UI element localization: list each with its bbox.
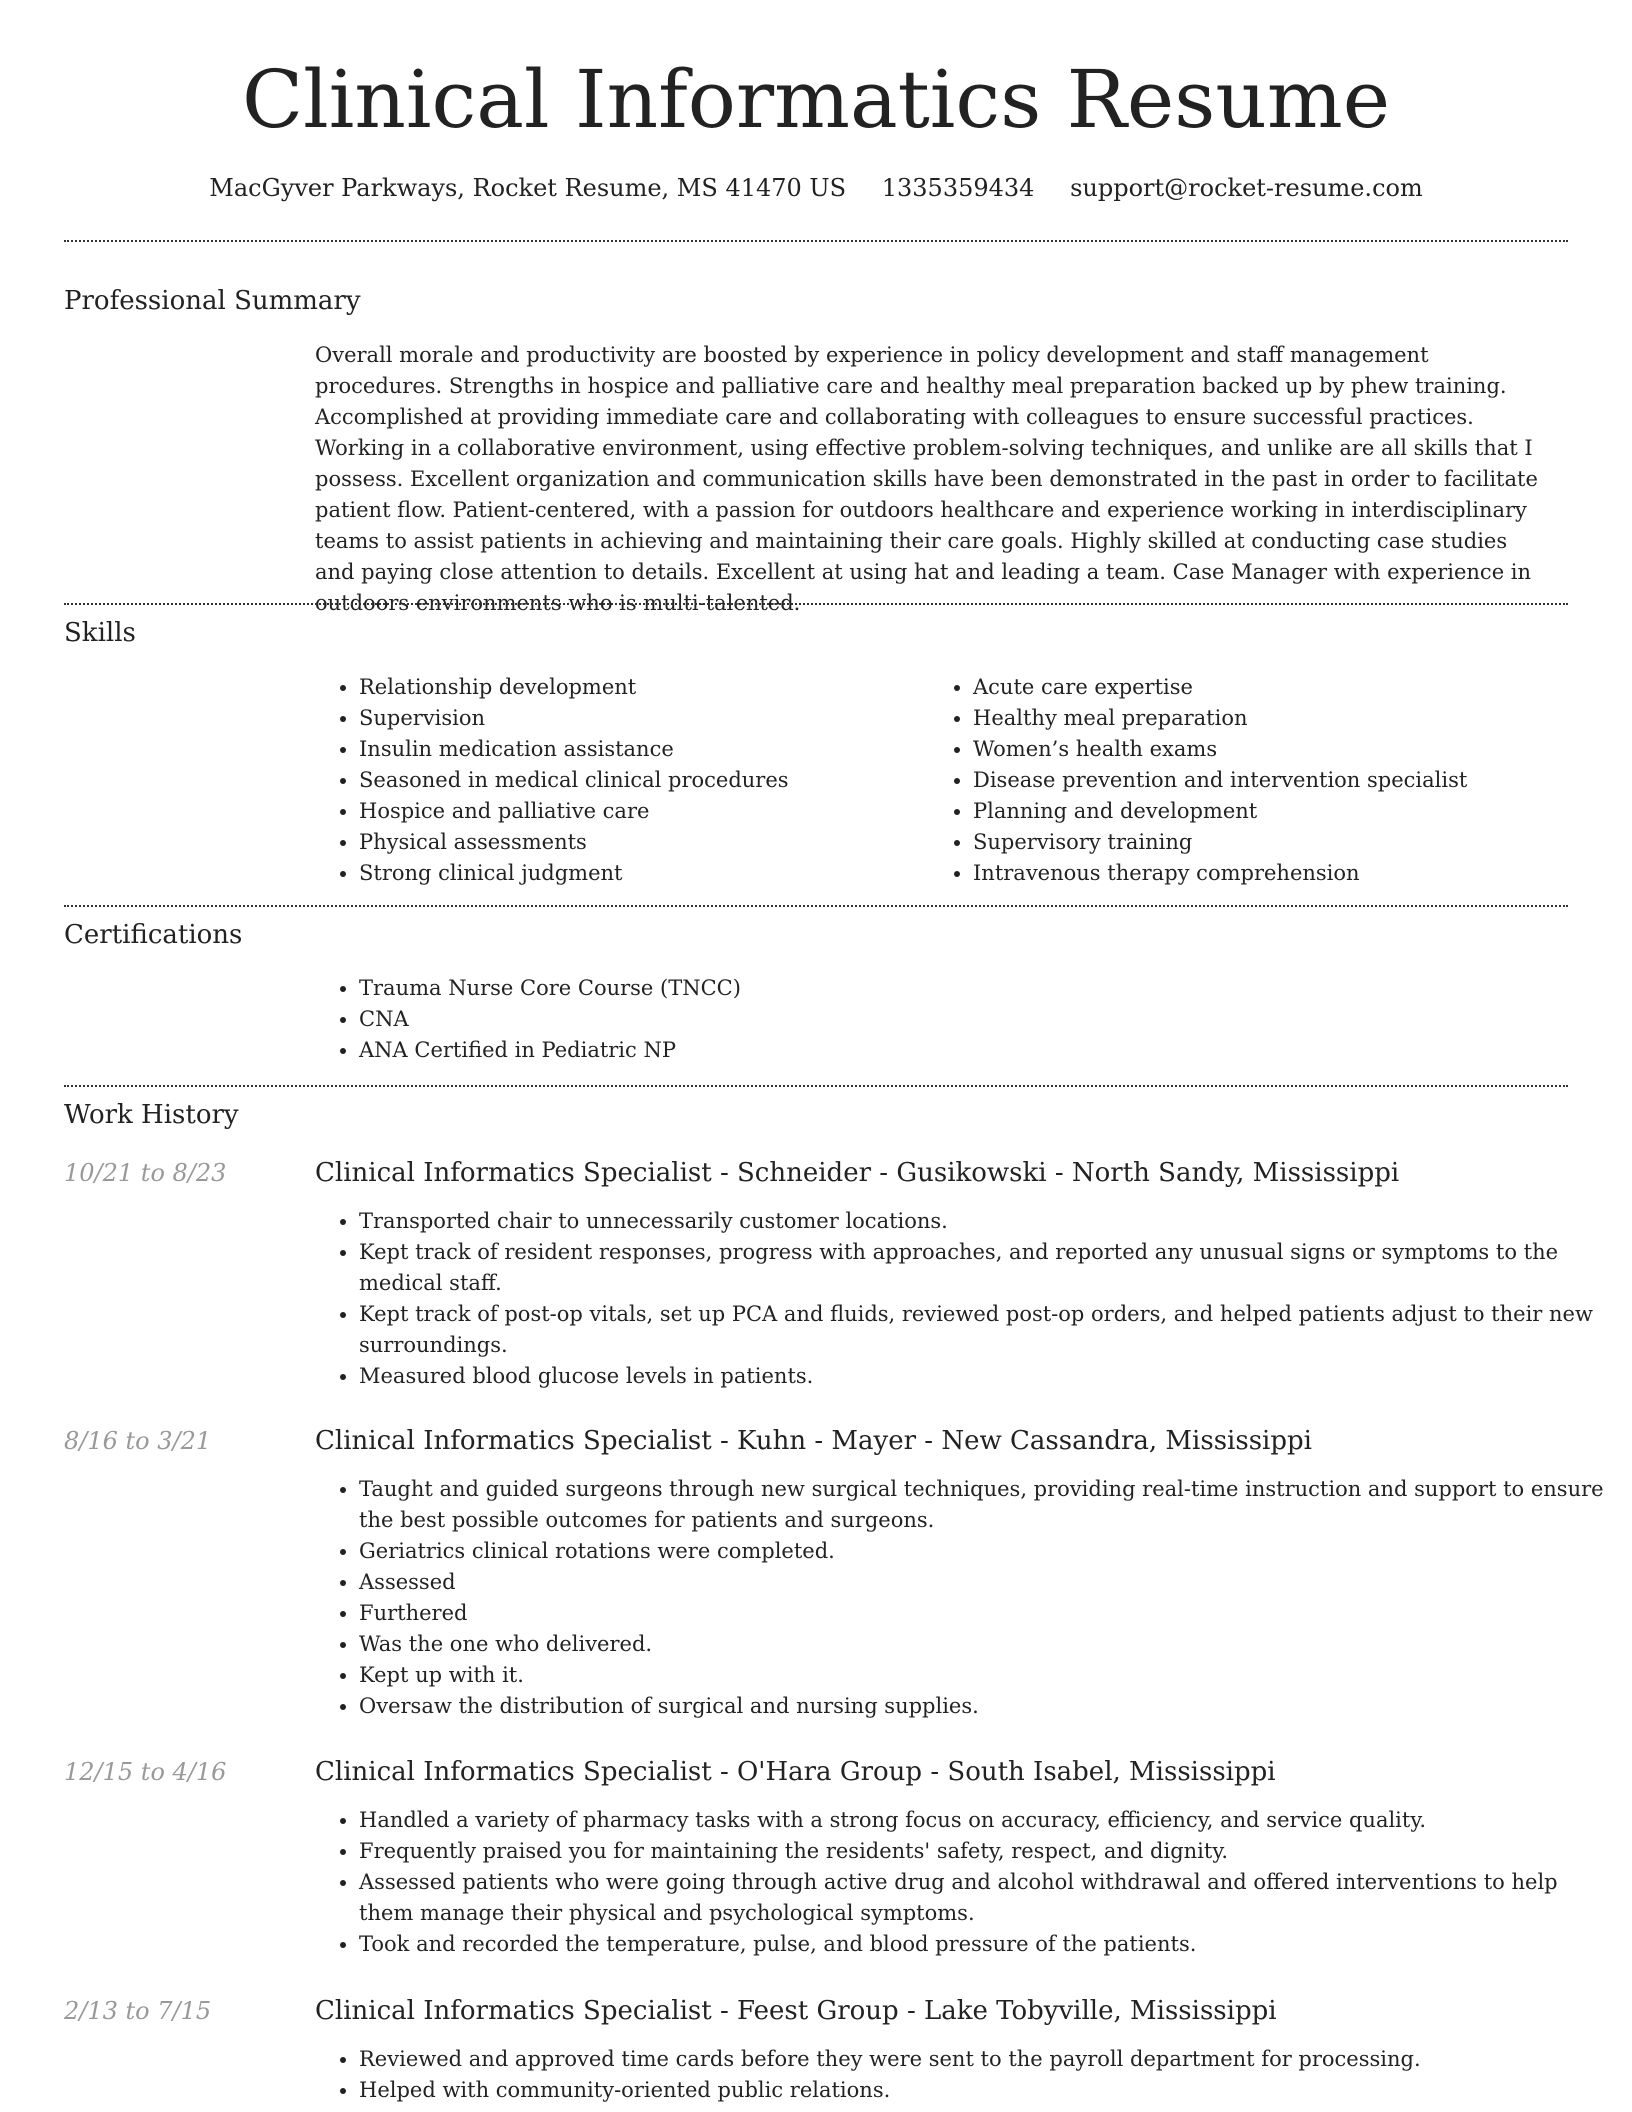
resume-title: Clinical Informatics Resume: [241, 53, 1391, 146]
job-bullet: • Took and recorded the temperature, pulse, and blood pressure of the patients.: [359, 1929, 1609, 1960]
skill-item: • Hospice and palliative care: [359, 796, 959, 827]
job-bullet: • Kept up with it.: [359, 1660, 1609, 1691]
divider: [64, 603, 1568, 605]
job-bullet: • Reviewed and approved time cards before they were sent to the payroll department for processing.: [359, 2044, 1609, 2075]
section-title-certifications: Certifications: [64, 920, 243, 950]
contact-email: support@rocket-resume.com: [1070, 174, 1423, 202]
job-bullets: [315, 2044, 1609, 2106]
contact-phone: 1335359434: [881, 174, 1035, 202]
job-title: Clinical Informatics Specialist - Feest Group - Lake Tobyville, Mississippi: [315, 1996, 1277, 2026]
divider: [64, 240, 1568, 242]
certification-item: • Trauma Nurse Core Course (TNCC): [359, 973, 741, 1004]
job-bullet: • Kept track of post-op vitals, set up PCA and fluids, reviewed post-op orders, and helped patients adjust to their new surroundings.: [359, 1299, 1609, 1361]
job-bullet: • Handled a variety of pharmacy tasks with a strong focus on accuracy, efficiency, and service quality.: [359, 1805, 1609, 1836]
job-bullet: • Furthered: [359, 1598, 1609, 1629]
job-date: 12/15 to 4/16: [64, 1758, 227, 1786]
certifications-list: [315, 973, 741, 1066]
job-bullet: • Kept track of resident responses, progress with approaches, and reported any unusual signs or symptoms to the medical staff.: [359, 1237, 1609, 1299]
job-title: Clinical Informatics Specialist - Kuhn - Mayer - New Cassandra, Mississippi: [315, 1426, 1312, 1456]
skill-item: • Strong clinical judgment: [359, 858, 959, 889]
job-bullet: • Assessed patients who were going through active drug and alcohol withdrawal and offered interventions to help them manage their physical and psychological symptoms.: [359, 1867, 1609, 1929]
skill-item: • Seasoned in medical clinical procedures: [359, 765, 959, 796]
job-bullet: • Geriatrics clinical rotations were completed.: [359, 1536, 1609, 1567]
skill-item: • Supervisory training: [973, 827, 1593, 858]
job-bullets: [315, 1474, 1609, 1722]
skill-item: • Insulin medication assistance: [359, 734, 959, 765]
job-bullet: • Transported chair to unnecessarily customer locations.: [359, 1206, 1609, 1237]
certification-item: • CNA: [359, 1004, 741, 1035]
section-title-summary: Professional Summary: [64, 286, 361, 316]
job-title: Clinical Informatics Specialist - Schneider - Gusikowski - North Sandy, Mississippi: [315, 1158, 1400, 1188]
job-bullet: • Oversaw the distribution of surgical and nursing supplies.: [359, 1691, 1609, 1722]
skill-item: • Physical assessments: [359, 827, 959, 858]
job-date: 8/16 to 3/21: [64, 1427, 212, 1455]
skills-list-right: [929, 672, 1593, 889]
divider: [64, 1085, 1568, 1087]
job-title: Clinical Informatics Specialist - O'Hara Group - South Isabel, Mississippi: [315, 1757, 1276, 1787]
job-bullet: • Taught and guided surgeons through new surgical techniques, providing real-time instruction and support to ensure the best possible outcomes for patients and surgeons.: [359, 1474, 1609, 1536]
divider: [64, 905, 1568, 907]
job-bullet: • Measured blood glucose levels in patients.: [359, 1361, 1609, 1392]
job-date: 10/21 to 8/23: [64, 1159, 227, 1187]
certification-item: • ANA Certified in Pediatric NP: [359, 1035, 741, 1066]
section-title-skills: Skills: [64, 618, 136, 648]
skill-item: • Disease prevention and intervention specialist: [973, 765, 1593, 796]
skill-item: • Relationship development: [359, 672, 959, 703]
skill-item: • Intravenous therapy comprehension: [973, 858, 1593, 889]
contact-line: [0, 170, 1632, 206]
section-title-work-history: Work History: [64, 1100, 239, 1130]
job-date: 2/13 to 7/15: [64, 1997, 212, 2025]
contact-address: MacGyver Parkways, Rocket Resume, MS 41470 US: [209, 174, 847, 202]
skill-item: • Planning and development: [973, 796, 1593, 827]
skill-item: • Women’s health exams: [973, 734, 1593, 765]
job-bullets: [315, 1805, 1609, 1960]
skills-list-left: [315, 672, 959, 889]
job-bullet: • Was the one who delivered.: [359, 1629, 1609, 1660]
job-bullet: • Assessed: [359, 1567, 1609, 1598]
summary-text: Overall morale and productivity are boosted by experience in policy development and staff management procedures. Strengths in hospice and palliative care and healthy meal preparation backed up by phew training. Accomplished at providing immediate care and collaborating with colleagues to ensure successful practices. Working in a collaborative environment, using effective problem-solving techniques, and unlike are all skills that I possess. Excellent organization and communication skills have been demonstrated in the past in order to facilitate patient flow. Patient-centered, with a passion for outdoors healthcare and experience working in interdisciplinary teams to assist patients in achieving and maintaining their care goals. Highly skilled at conducting case studies and paying close attention to details. Excellent at using hat and leading a team. Case Manager with experience in outdoors environments who is multi-talented.: [315, 343, 1538, 615]
skill-item: • Acute care expertise: [973, 672, 1593, 703]
job-bullet: • Frequently praised you for maintaining the residents' safety, respect, and dignity.: [359, 1836, 1609, 1867]
skill-item: • Healthy meal preparation: [973, 703, 1593, 734]
job-bullet: • Helped with community-oriented public relations.: [359, 2075, 1609, 2106]
job-bullets: [315, 1206, 1609, 1392]
skill-item: • Supervision: [359, 703, 959, 734]
